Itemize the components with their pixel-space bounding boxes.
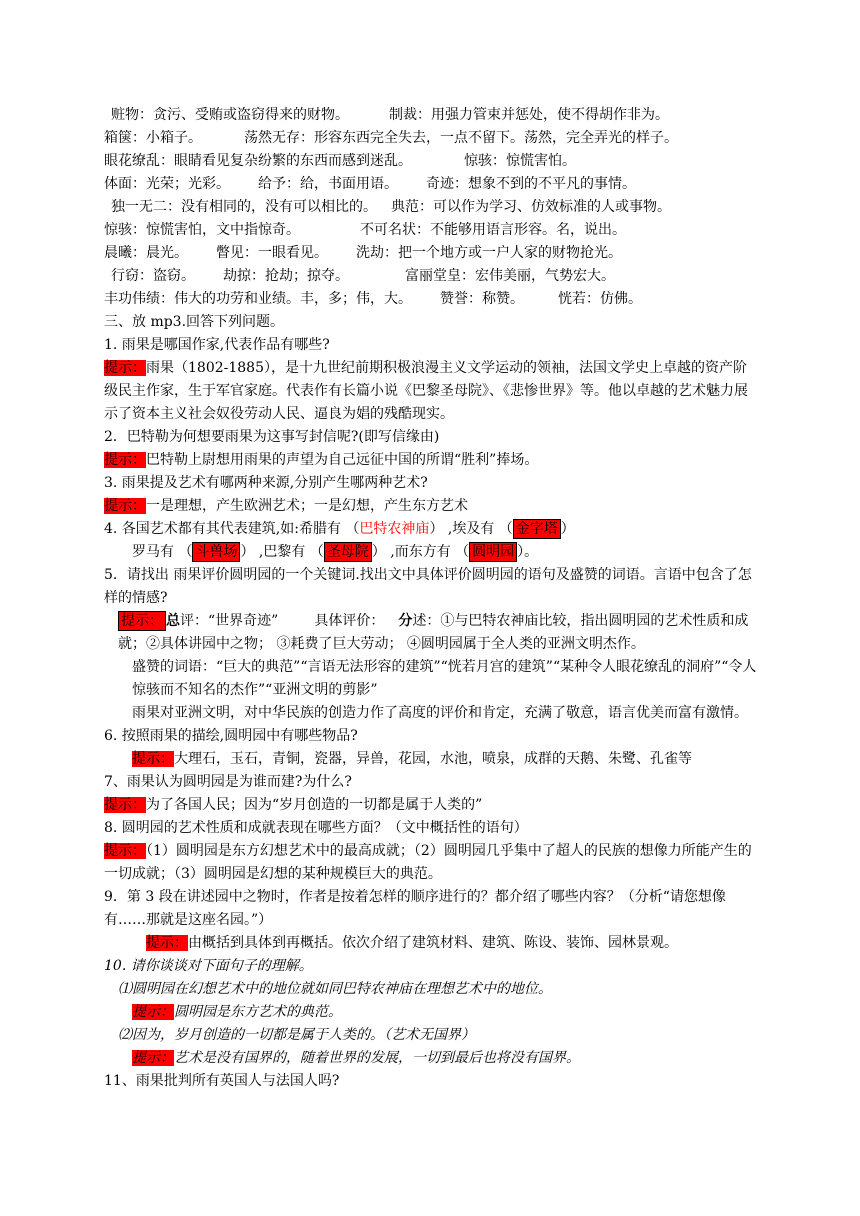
hint-label: 提示： [132,751,174,767]
vocab-line: 惊骇：惊慌害怕，文中指惊奇。 不可名状：不能够用语言形容。名，说出。 [104,222,626,238]
answer-5: 提示： 总评：“世界奇迹” 具体评价： 分述：①与巴特农神庙比较，指出圆明园的艺术性质和成就；②具体讲园中之物； ③耗费了巨大劳动； ④圆明园属于全人类的亚洲文明杰作。 [118,613,749,652]
vocab-line: 眼花缭乱：眼睛看见复杂纷繁的东西而感到迷乱。 惊骇：惊慌害怕。 [104,153,576,169]
answer-6: 提示：大理石，玉石，青铜，瓷器，异兽，花园，水池，喷泉，成群的天鹅、朱鹭、孔雀等 [132,751,692,767]
vocab-line: 丰功伟绩：伟大的功劳和业绩。丰，多；伟，大。 赞誉：称赞。 恍若：仿佛。 [104,291,642,307]
hint-label: 提示： [132,1050,174,1066]
praise-words: 盛赞的词语：“巨大的典范”“言语无法形容的建筑”“恍若月宫的建筑”“某种令人眼花缭乱的洞府”“令人惊骇而不知名的杰作”“亚洲文明的剪影” [132,659,757,698]
question-2: 2．巴特勒为何想要雨果为这事写封信呢?(即写信缘由) [104,429,440,445]
hint-label: 提示： [104,797,146,813]
question-4-cont: 罗马有 （ 斗兽场 ） ,巴黎有 （ 圣母院 ） ,而东方有 （ 圆明园 ）。 [132,544,539,560]
vocab-line: 箱箧：小箱子。 荡然无存：形容东西完全失去，一点不留下。荡然，完全弄光的样子。 [104,130,678,146]
document-page [104,104,760,1093]
hint-label: 提示： [146,935,188,951]
question-3: 3. 雨果提及艺术有哪两种来源,分别产生哪两种艺术? [104,475,428,491]
answer-9: 提示：由概括到具体到再概括。依次介绍了建筑材料、建筑、陈设、装饰、园林景观。 [146,935,678,951]
answer-parthenon: 巴特农神庙 [359,521,430,537]
question-11: 11、雨果批判所有英国人与法国人吗? [104,1073,340,1089]
vocab-line: 行窃：盗窃。 劫掠：抢劫；掠夺。 富丽堂皇：宏伟美丽，气势宏大。 [111,268,615,284]
question-7: 7、雨果认为圆明园是为谁而建?为什么? [104,774,352,790]
hint-label: 提示： [132,1004,174,1020]
question-5: 5．请找出 雨果评价圆明园的一个关键词.找出文中具体评价圆明园的语句及盛赞的词语。言语中包含了怎样的情感? [104,567,752,606]
sentence-2: ⑵因为，岁月创造的一切都是属于人类的。（艺术无国界） [118,1027,475,1043]
answer-notre-dame: 圣母院 [324,542,372,562]
hint-label: 提示： [104,498,146,514]
answer-3: 提示：一是理想，产生欧洲艺术；一是幻想，产生东方艺术 [104,498,468,514]
question-9: 9．第 3 段在讲述园中之物时，作者是按着怎样的顺序进行的？都介绍了哪些内容？（分析“请您想像有……那就是这座名园。”） [104,889,726,928]
hint-label: 提示： [104,452,146,468]
answer-10-2: 提示：艺术是没有国界的，随着世界的发展，一切到最后也将没有国界。 [132,1050,580,1066]
answer-7: 提示：为了各国人民；因为“岁月创造的一切都是属于人类的” [104,797,483,813]
answer-1: 提示：雨果（1802-1885），是十九世纪前期积极浪漫主义文学运动的领袖，法国文学史上卓越的资产阶级民主作家，生于军官家庭。代表作有长篇小说《巴黎圣母院》、《悲惨世界》等。他以卓越的艺术魅力展示了资本主义社会奴役劳动人民、逼良为娼的残酷现实。 [104,360,748,422]
answer-pyramid: 金字塔 [513,519,561,539]
answer-colosseum: 斗兽场 [192,542,240,562]
vocab-line: 独一无二：没有相同的，没有可以相比的。 典范：可以作为学习、仿效标准的人或事物。 [111,199,671,215]
emotion: 雨果对亚洲文明，对中华民族的创造力作了高度的评价和肯定，充满了敬意，语言优美而富有激情。 [132,705,748,721]
sentence-1: ⑴圆明园在幻想艺术中的地位就如同巴特农神庙在理想艺术中的地位。 [118,981,552,997]
section-title: 三、放 mp3.回答下列问题。 [104,314,285,330]
vocab-line: 晨曦：晨光。 瞥见：一眼看见。 洗劫：把一个地方或一户人家的财物抢光。 [104,245,622,261]
answer-yuanmingyuan: 圆明园 [469,542,517,562]
answer-10-1: 提示：圆明园是东方艺术的典范。 [132,1004,342,1020]
hint-label: 提示： [104,360,146,376]
question-8: 8. 圆明园的艺术性质和成就表现在哪些方面？（文中概括性的语句） [104,820,528,836]
question-6: 6. 按照雨果的描绘,圆明园中有哪些物品? [104,728,358,744]
question-10: 10. 请你谈谈对下面句子的理解。 [104,958,313,974]
answer-8: 提示：（1）圆明园是东方幻想艺术中的最高成就；（2）圆明园几乎集中了超人的民族的想像力所能产生的一切成就；（3）圆明园是幻想的某种规模巨大的典范。 [104,843,752,882]
vocab-line: 体面：光荣；光彩。 给予：给，书面用语。 奇迹：想象不到的不平凡的事情。 [104,176,636,192]
vocab-line: 赃物：贪污、受贿或盗窃得来的财物。 制裁：用强力管束并惩处，使不得胡作非为。 [111,107,669,123]
hint-label: 提示： [118,611,166,631]
question-4: 4. 各国艺术都有其代表建筑,如:希腊有 （巴特农神庙） ,埃及有 （ 金字塔 ） [104,521,575,537]
question-1: 1. 雨果是哪国作家,代表作品有哪些? [104,337,330,353]
hint-label: 提示： [104,843,146,859]
answer-2: 提示：巴特勒上尉想用雨果的声望为自己远征中国的所谓“胜利”捧场。 [104,452,539,468]
